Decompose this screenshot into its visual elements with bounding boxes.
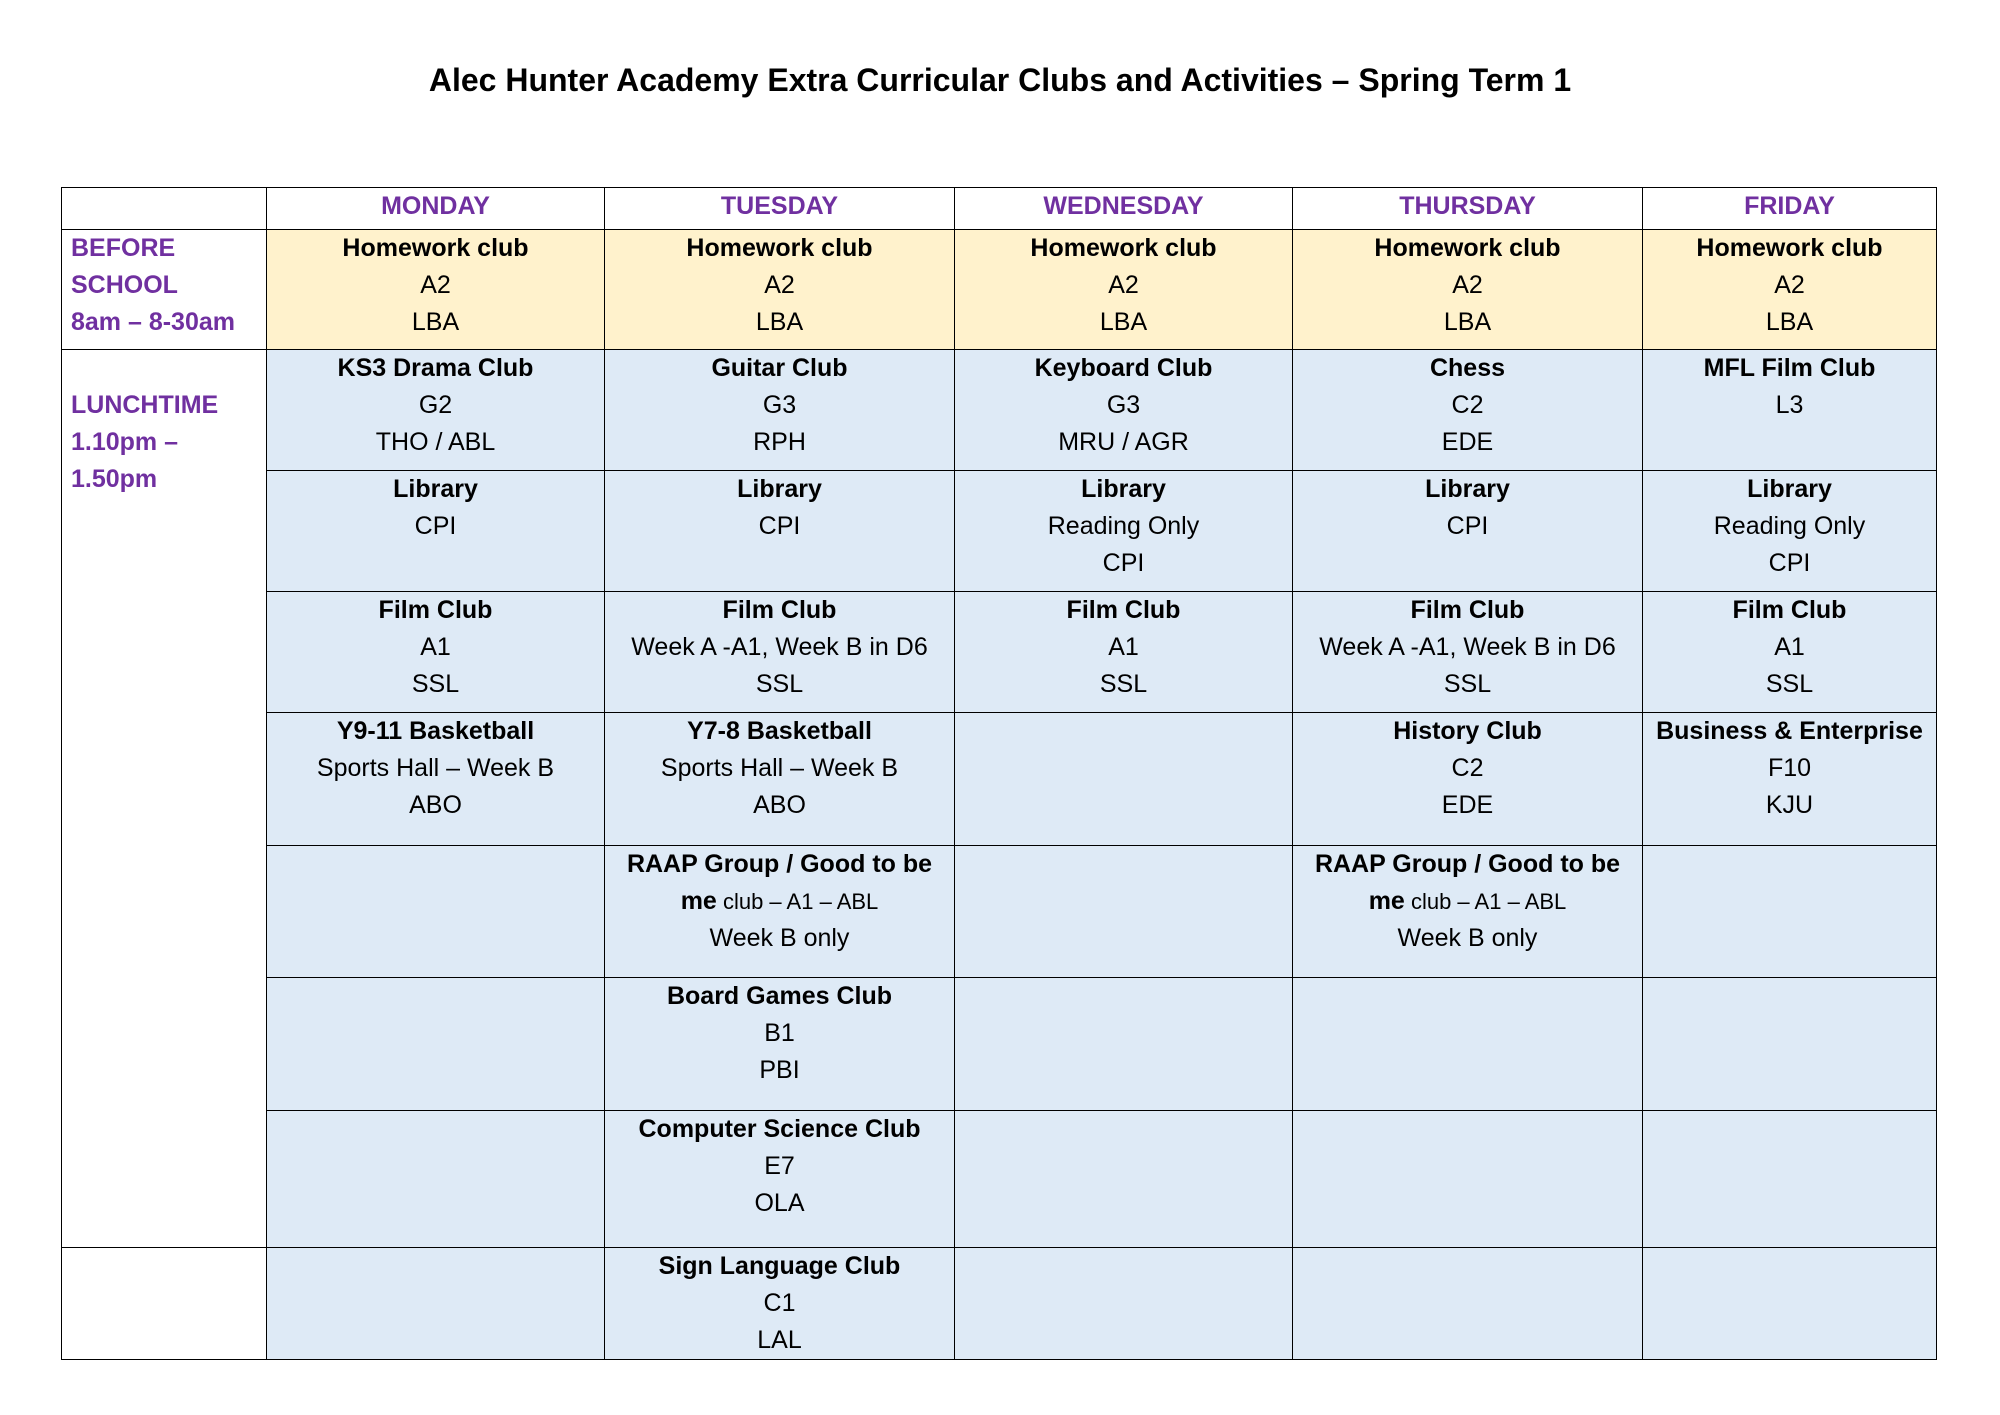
activity-name: Library (1081, 475, 1166, 503)
day-header-wednesday: WEDNESDAY (955, 188, 1293, 230)
activity-staff: MRU / AGR (1058, 428, 1189, 456)
activity-name: Film Club (1410, 596, 1525, 624)
empty-cell (955, 846, 1293, 978)
activity-note: Reading Only (1713, 512, 1866, 540)
lunch-row (62, 1248, 1937, 1360)
activity-name-word: me (680, 887, 717, 915)
activity-cell (1643, 713, 1937, 846)
activity-staff: LAL (757, 1326, 802, 1354)
day-header-thursday: THURSDAY (1293, 188, 1643, 230)
activity-note: Week B only (709, 924, 850, 952)
activity-cell (1293, 592, 1643, 713)
activity-staff: EDE (1441, 428, 1494, 456)
activity-name: Library (1747, 475, 1832, 503)
activity-name: History Club (1393, 717, 1542, 745)
empty-cell (1293, 978, 1643, 1111)
lunchtime-label (62, 350, 267, 1248)
activity-cell (955, 592, 1293, 713)
activity-name: Business & Enterprise (1656, 717, 1923, 745)
empty-cell (267, 1248, 605, 1360)
before-school-row (62, 230, 1937, 350)
activity-room: Sports Hall – Week B (316, 754, 555, 782)
activity-room: club – A1 – ABL (716, 889, 879, 914)
label-line: 8am – 8-30am (71, 308, 236, 336)
empty-cell (1293, 1248, 1643, 1360)
activity-room: Week A -A1, Week B in D6 (1319, 633, 1616, 661)
activity-room: A2 (1452, 271, 1483, 299)
activity-name: MFL Film Club (1703, 354, 1876, 382)
activity-staff: SSL (1765, 670, 1814, 698)
activity-room: A2 (1774, 271, 1805, 299)
activity-note: Week B only (1397, 924, 1538, 952)
activity-room: Sports Hall – Week B (660, 754, 899, 782)
activity-name: Y7-8 Basketball (687, 717, 872, 745)
activity-cell (1293, 350, 1643, 471)
empty-cell (267, 978, 605, 1111)
label-line: 1.50pm (71, 465, 158, 493)
activity-room: C1 (763, 1289, 796, 1317)
activity-name: Board Games Club (666, 982, 893, 1010)
activity-name: Chess (1429, 354, 1506, 382)
activity-room: C2 (1451, 754, 1484, 782)
activity-staff: ABO (753, 791, 806, 819)
empty-cell (955, 713, 1293, 846)
activity-name: Film Club (1066, 596, 1181, 624)
lunch-row (62, 592, 1937, 713)
activity-name: Homework club (686, 234, 873, 262)
label-line: BEFORE (71, 234, 176, 262)
empty-label-cell (62, 1248, 267, 1360)
empty-cell (955, 1248, 1293, 1360)
activity-cell (267, 230, 605, 350)
activity-cell (605, 230, 955, 350)
activity-cell (605, 592, 955, 713)
activity-name: Guitar Club (711, 354, 848, 382)
activity-name-continued (1295, 883, 1640, 920)
empty-cell (1643, 1111, 1937, 1248)
activity-room: L3 (1775, 391, 1804, 419)
activity-staff: OLA (754, 1189, 805, 1217)
activity-staff: PBI (759, 1056, 800, 1084)
activity-room: C2 (1451, 391, 1484, 419)
activity-name: Sign Language Club (658, 1252, 901, 1280)
activity-staff: CPI (1768, 549, 1811, 577)
activity-cell (955, 350, 1293, 471)
activity-name: Film Club (1732, 596, 1847, 624)
activity-room: G3 (1106, 391, 1141, 419)
activity-name: Y9-11 Basketball (336, 717, 535, 745)
activity-staff: KJU (1765, 791, 1814, 819)
activity-room: B1 (764, 1019, 795, 1047)
activity-cell (605, 846, 955, 978)
empty-cell (267, 846, 605, 978)
activity-staff: CPI (1446, 512, 1489, 540)
empty-cell (1293, 1111, 1643, 1248)
activity-room: A2 (764, 271, 795, 299)
activity-cell (1643, 350, 1937, 471)
activity-staff: LBA (1443, 308, 1492, 336)
empty-cell (1643, 978, 1937, 1111)
activity-cell (605, 471, 955, 592)
activity-staff: LBA (755, 308, 804, 336)
activity-room: club – A1 – ABL (1404, 889, 1567, 914)
activity-cell (1643, 230, 1937, 350)
activity-room: A1 (1108, 633, 1139, 661)
activity-staff: EDE (1441, 791, 1494, 819)
day-header-friday: FRIDAY (1643, 188, 1937, 230)
activity-room: A2 (1108, 271, 1139, 299)
day-header-monday: MONDAY (267, 188, 605, 230)
activity-staff: LBA (1099, 308, 1148, 336)
activity-staff: RPH (753, 428, 806, 456)
activity-cell (955, 471, 1293, 592)
lunch-row (62, 1111, 1937, 1248)
schedule-table (61, 187, 1937, 1360)
activity-room: G3 (762, 391, 797, 419)
activity-cell (267, 350, 605, 471)
activity-cell (605, 713, 955, 846)
activity-cell (1643, 471, 1937, 592)
activity-name: Library (1425, 475, 1510, 503)
activity-room: A1 (420, 633, 451, 661)
activity-room: G2 (418, 391, 453, 419)
activity-name: Homework club (1696, 234, 1883, 262)
activity-staff: ABO (409, 791, 462, 819)
activity-name: Computer Science Club (638, 1115, 921, 1143)
label-line: LUNCHTIME (71, 391, 219, 419)
empty-cell (1643, 846, 1937, 978)
activity-name-continued (607, 883, 952, 920)
activity-name: Library (393, 475, 478, 503)
corner-cell (62, 188, 267, 230)
empty-cell (267, 1111, 605, 1248)
day-header-tuesday: TUESDAY (605, 188, 955, 230)
activity-name: Film Club (722, 596, 837, 624)
activity-name: KS3 Drama Club (337, 354, 534, 382)
activity-cell (1293, 713, 1643, 846)
lunch-row (62, 471, 1937, 592)
activity-staff: CPI (758, 512, 801, 540)
activity-name: Library (737, 475, 822, 503)
empty-cell (955, 978, 1293, 1111)
activity-cell (1293, 846, 1643, 978)
activity-cell (955, 230, 1293, 350)
activity-cell (1643, 592, 1937, 713)
activity-room: A2 (420, 271, 451, 299)
activity-cell (267, 713, 605, 846)
activity-staff: SSL (1099, 670, 1148, 698)
lunch-row (62, 846, 1937, 978)
lunch-row (62, 978, 1937, 1111)
activity-staff: CPI (1102, 549, 1145, 577)
empty-cell (955, 1111, 1293, 1248)
activity-staff: THO / ABL (375, 428, 496, 456)
activity-room: F10 (1767, 754, 1812, 782)
activity-cell (267, 592, 605, 713)
lunch-row (62, 350, 1937, 471)
activity-name: RAAP Group / Good to be (1314, 850, 1621, 878)
lunch-row (62, 713, 1937, 846)
activity-staff: CPI (414, 512, 457, 540)
activity-room: Week A -A1, Week B in D6 (631, 633, 928, 661)
page-title: Alec Hunter Academy Extra Curricular Clubs and Activities – Spring Term 1 (428, 62, 1572, 98)
activity-name: Film Club (378, 596, 493, 624)
activity-name: RAAP Group / Good to be (626, 850, 933, 878)
activity-cell (605, 1111, 955, 1248)
activity-name: Homework club (1030, 234, 1217, 262)
activity-note: Reading Only (1047, 512, 1200, 540)
activity-staff: LBA (411, 308, 460, 336)
activity-name: Keyboard Club (1034, 354, 1213, 382)
activity-cell (267, 471, 605, 592)
activity-cell (605, 350, 955, 471)
activity-staff: SSL (1443, 670, 1492, 698)
activity-room: A1 (1774, 633, 1805, 661)
activity-name: Homework club (1374, 234, 1561, 262)
activity-staff: LBA (1765, 308, 1814, 336)
activity-cell (605, 1248, 955, 1360)
activity-staff: SSL (411, 670, 460, 698)
activity-cell (1293, 471, 1643, 592)
activity-cell (1293, 230, 1643, 350)
activity-name-word: me (1368, 887, 1405, 915)
empty-cell (1643, 1248, 1937, 1360)
activity-staff: SSL (755, 670, 804, 698)
activity-name: Homework club (342, 234, 529, 262)
activity-cell (605, 978, 955, 1111)
before-school-label (62, 230, 267, 350)
label-line: SCHOOL (71, 271, 178, 299)
label-line: 1.10pm – (71, 428, 179, 456)
activity-room: E7 (764, 1152, 795, 1180)
header-row (62, 188, 1937, 230)
